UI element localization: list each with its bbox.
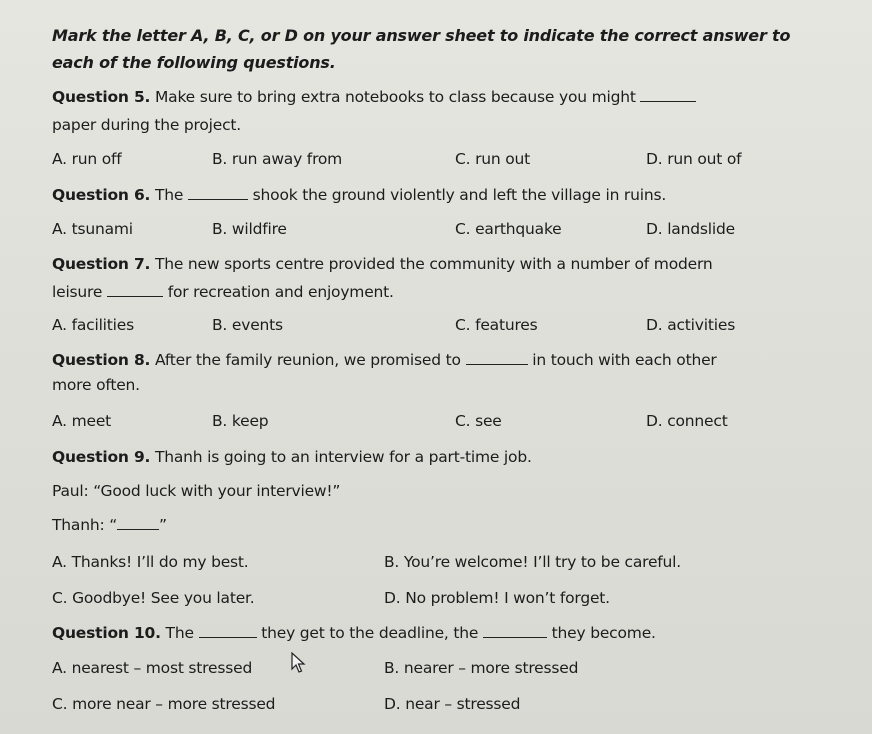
question-8-option-b[interactable]: B. keep [212, 412, 269, 430]
question-6-option-a[interactable]: A. tsunami [52, 220, 133, 238]
question-7-option-b[interactable]: B. events [212, 316, 283, 334]
question-10-text-2: they get to the deadline, the [261, 624, 479, 642]
question-9-open-quote: “ [109, 516, 118, 534]
question-8-label: Question 8. [52, 351, 151, 369]
question-10-option-d[interactable]: D. near – stressed [384, 695, 521, 713]
question-8-option-d[interactable]: D. connect [646, 412, 728, 430]
question-6-text-after: shook the ground violently and left the village in ruins. [252, 186, 667, 204]
question-9-option-d[interactable]: D. No problem! I won’t forget. [384, 589, 610, 607]
question-7-option-d[interactable]: D. activities [646, 316, 736, 334]
question-8-stem [52, 351, 717, 369]
question-9-label: Question 9. [52, 448, 151, 466]
question-10-stem [52, 624, 656, 642]
question-5-option-a[interactable]: A. run off [52, 150, 122, 168]
question-5-stem-cont: paper during the project. [52, 116, 242, 134]
question-6-label: Question 6. [52, 186, 151, 204]
question-6-option-d[interactable]: D. landslide [646, 220, 735, 238]
question-8-text-after: in touch with each other [532, 351, 717, 369]
question-7-option-c[interactable]: C. features [455, 316, 538, 334]
question-9-text: Thanh is going to an interview for a part-time job. [154, 448, 532, 466]
question-10-option-b[interactable]: B. nearer – more stressed [384, 659, 579, 677]
question-9-stem [52, 448, 532, 466]
question-6-blank [188, 198, 248, 200]
question-7-text-before: leisure [52, 283, 103, 301]
question-8-blank [466, 363, 528, 365]
mouse-pointer-icon [290, 652, 308, 674]
question-9-option-b[interactable]: B. You’re welcome! I’ll try to be careful. [384, 553, 682, 571]
question-9-thanh-line [52, 516, 167, 534]
question-5-blank [640, 100, 696, 102]
question-10-text-3: they become. [551, 624, 656, 642]
question-7-stem [52, 255, 712, 273]
instruction-line-1: Mark the letter A, B, C, or D on your answer sheet to indicate the correct answer to [52, 26, 791, 45]
question-8-stem-cont: more often. [52, 376, 140, 394]
question-6-option-c[interactable]: C. earthquake [455, 220, 562, 238]
question-9-thanh-speaker: Thanh: [52, 516, 105, 534]
question-9-close-quote: ” [159, 516, 167, 534]
question-7-stem-cont [52, 283, 394, 301]
question-10-blank-1 [199, 636, 257, 638]
question-7-label: Question 7. [52, 255, 151, 273]
question-6-text-before: The [154, 186, 184, 204]
question-8-option-c[interactable]: C. see [455, 412, 502, 430]
question-10-option-a[interactable]: A. nearest – most stressed [52, 659, 253, 677]
question-5-option-d[interactable]: D. run out of [646, 150, 742, 168]
question-7-text: The new sports centre provided the community with a number of modern [154, 255, 713, 273]
question-9-option-c[interactable]: C. Goodbye! See you later. [52, 589, 255, 607]
question-10-blank-2 [483, 636, 547, 638]
question-7-option-a[interactable]: A. facilities [52, 316, 134, 334]
question-5-option-b[interactable]: B. run away from [212, 150, 343, 168]
question-5-option-c[interactable]: C. run out [455, 150, 531, 168]
instruction-line-2: each of the following questions. [52, 53, 336, 72]
question-9-option-a[interactable]: A. Thanks! I’ll do my best. [52, 553, 249, 571]
question-8-text-before: After the family reunion, we promised to [154, 351, 461, 369]
question-10-option-c[interactable]: C. more near – more stressed [52, 695, 276, 713]
question-5-label: Question 5. [52, 88, 151, 106]
question-7-blank [107, 295, 163, 297]
question-6-option-b[interactable]: B. wildfire [212, 220, 287, 238]
question-9-blank [117, 528, 159, 530]
question-10-label: Question 10. [52, 624, 161, 642]
question-5-text: Make sure to bring extra notebooks to class because you might [154, 88, 636, 106]
question-6-stem [52, 186, 666, 204]
question-10-text-1: The [165, 624, 194, 642]
question-5-stem [52, 88, 696, 106]
question-7-text-after: for recreation and enjoyment. [167, 283, 394, 301]
question-9-paul-line: Paul: “Good luck with your interview!” [52, 482, 341, 500]
question-8-option-a[interactable]: A. meet [52, 412, 112, 430]
